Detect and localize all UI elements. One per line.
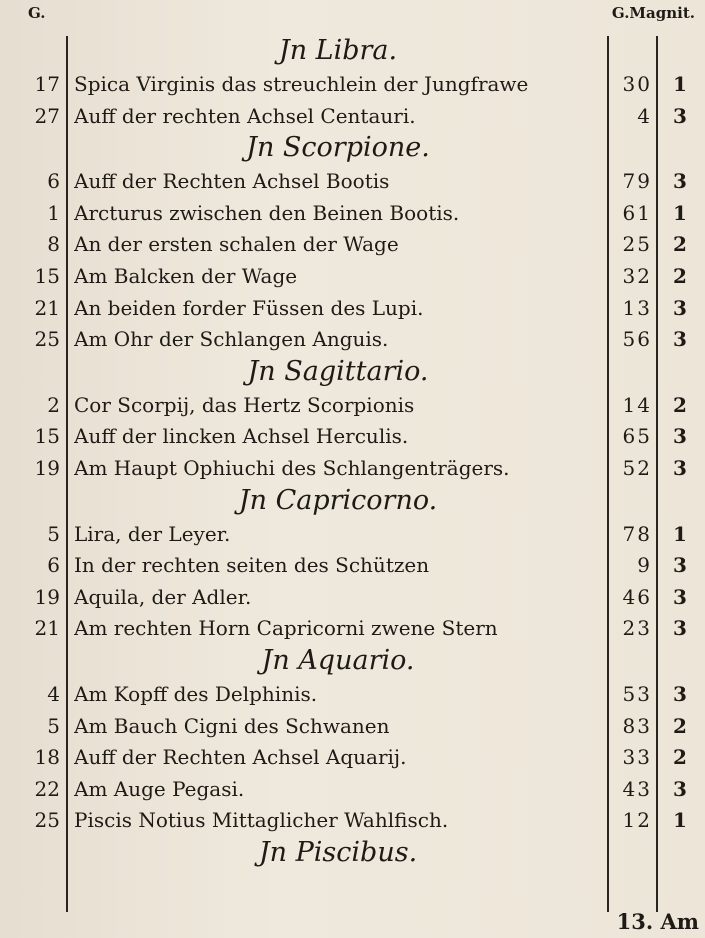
star-degree-number: 5 bbox=[47, 521, 60, 546]
star-distance-value: 23 bbox=[622, 616, 652, 641]
star-description: Aquila, der Adler. bbox=[74, 584, 252, 609]
star-magnitude: 3 bbox=[673, 616, 687, 641]
star-magnitude: 3 bbox=[673, 456, 687, 480]
star-description: An der ersten schalen der Wage bbox=[74, 232, 399, 257]
star-row bbox=[0, 741, 705, 773]
star-row bbox=[0, 710, 705, 742]
star-degree-number: 22 bbox=[34, 776, 60, 801]
header-magnitude-label: G.Magnit. bbox=[611, 4, 695, 22]
star-degree-number: 15 bbox=[34, 264, 60, 288]
star-distance-value: 52 bbox=[622, 456, 652, 480]
star-distance-value: 79 bbox=[622, 169, 652, 194]
star-row bbox=[0, 452, 705, 484]
star-description: Cor Scorpij, das Hertz Scorpionis bbox=[74, 392, 415, 417]
star-distance-value: 12 bbox=[622, 808, 652, 833]
star-degree-number: 21 bbox=[34, 616, 60, 641]
star-degree-number: 1 bbox=[47, 200, 60, 225]
star-distance-value: 4 bbox=[637, 103, 652, 128]
star-magnitude: 1 bbox=[673, 808, 687, 833]
star-description: Am Kopff des Delphinis. bbox=[74, 682, 318, 706]
star-row bbox=[0, 612, 705, 644]
star-degree-number: 6 bbox=[47, 169, 60, 194]
star-distance-value: 9 bbox=[637, 553, 652, 578]
star-description: Lira, der Leyer. bbox=[74, 521, 231, 546]
star-row bbox=[0, 389, 705, 421]
star-description: Spica Virginis das streuchlein der Jungfrawe bbox=[74, 72, 529, 96]
star-degree-number: 19 bbox=[34, 584, 60, 609]
star-distance-value: 56 bbox=[622, 327, 652, 352]
star-magnitude: 3 bbox=[673, 327, 687, 352]
star-row bbox=[0, 260, 705, 292]
star-degree-number: 8 bbox=[47, 232, 60, 257]
star-row bbox=[0, 804, 705, 836]
star-distance-value: 53 bbox=[622, 682, 652, 706]
star-distance-value: 83 bbox=[622, 713, 652, 738]
star-description: Am Balcken der Wage bbox=[74, 264, 298, 288]
zodiac-sign-heading: Jn Aquario. bbox=[261, 645, 415, 676]
star-magnitude: 2 bbox=[673, 392, 687, 417]
star-degree-number: 25 bbox=[34, 808, 60, 833]
star-magnitude: 3 bbox=[673, 169, 687, 194]
star-row bbox=[0, 420, 705, 452]
star-description: Auff der rechten Achsel Centauri. bbox=[74, 103, 416, 128]
star-description: Am Auge Pegasi. bbox=[74, 776, 245, 801]
star-description: Am rechten Horn Capricorni zwene Stern bbox=[74, 616, 498, 641]
star-distance-value: 33 bbox=[622, 745, 652, 770]
star-degree-number: 18 bbox=[34, 745, 60, 770]
catchword: 13. Am bbox=[616, 909, 699, 934]
star-degree-number: 4 bbox=[47, 682, 60, 706]
star-degree-number: 5 bbox=[47, 713, 60, 738]
star-row bbox=[0, 518, 705, 550]
star-row bbox=[0, 581, 705, 613]
star-degree-number: 27 bbox=[34, 103, 60, 128]
header-degree-label: G. bbox=[28, 4, 46, 22]
star-distance-value: 61 bbox=[622, 200, 652, 225]
star-description: Arcturus zwischen den Beinen Bootis. bbox=[74, 200, 460, 225]
zodiac-sign-heading: Jn Scorpione. bbox=[246, 132, 430, 164]
star-magnitude: 3 bbox=[673, 553, 687, 578]
star-row bbox=[0, 323, 705, 355]
star-row bbox=[0, 292, 705, 324]
star-description: Piscis Notius Mittaglicher Wahlfisch. bbox=[74, 808, 449, 833]
star-magnitude: 2 bbox=[673, 232, 687, 257]
star-degree-number: 17 bbox=[34, 72, 60, 96]
star-row bbox=[0, 197, 705, 229]
star-degree-number: 6 bbox=[47, 553, 60, 578]
star-distance-value: 46 bbox=[622, 584, 652, 609]
star-degree-number: 2 bbox=[47, 392, 60, 417]
star-distance-value: 30 bbox=[622, 72, 652, 96]
star-row bbox=[0, 228, 705, 260]
star-magnitude: 2 bbox=[673, 745, 687, 770]
star-magnitude: 3 bbox=[673, 682, 687, 706]
star-row bbox=[0, 678, 705, 710]
star-description: Auff der Rechten Achsel Bootis bbox=[74, 169, 390, 194]
star-magnitude: 2 bbox=[673, 713, 687, 738]
star-magnitude: 1 bbox=[673, 72, 687, 96]
star-magnitude: 3 bbox=[673, 584, 687, 609]
zodiac-sign-heading: Jn Capricorno. bbox=[238, 484, 438, 516]
zodiac-sign-heading: Jn Libra. bbox=[278, 35, 398, 66]
star-magnitude: 1 bbox=[673, 521, 687, 546]
star-distance-value: 65 bbox=[622, 424, 652, 449]
star-magnitude: 3 bbox=[673, 103, 687, 128]
star-distance-value: 14 bbox=[622, 392, 652, 417]
star-description: Auff der lincken Achsel Herculis. bbox=[74, 424, 409, 449]
star-magnitude: 3 bbox=[673, 424, 687, 449]
star-magnitude: 1 bbox=[673, 200, 687, 225]
star-description: Am Haupt Ophiuchi des Schlangenträgers. bbox=[74, 456, 510, 480]
zodiac-sign-heading: Jn Piscibus. bbox=[258, 837, 418, 868]
star-row bbox=[0, 773, 705, 805]
star-distance-value: 78 bbox=[622, 521, 652, 546]
star-magnitude: 2 bbox=[673, 264, 687, 288]
star-degree-number: 19 bbox=[34, 456, 60, 480]
star-distance-value: 32 bbox=[622, 264, 652, 288]
zodiac-sign-heading: Jn Sagittario. bbox=[247, 355, 429, 387]
star-magnitude: 3 bbox=[673, 776, 687, 801]
star-description: Am Bauch Cigni des Schwanen bbox=[74, 713, 390, 738]
star-degree-number: 15 bbox=[34, 424, 60, 449]
star-degree-number: 21 bbox=[34, 295, 60, 320]
star-row bbox=[0, 68, 705, 100]
star-row bbox=[0, 100, 705, 132]
star-description: In der rechten seiten des Schützen bbox=[74, 553, 430, 578]
star-row bbox=[0, 165, 705, 197]
star-description: Am Ohr der Schlangen Anguis. bbox=[74, 327, 389, 352]
star-row bbox=[0, 549, 705, 581]
star-distance-value: 43 bbox=[622, 776, 652, 801]
star-distance-value: 13 bbox=[622, 295, 652, 320]
star-description: Auff der Rechten Achsel Aquarij. bbox=[74, 745, 407, 770]
star-degree-number: 25 bbox=[34, 327, 60, 352]
star-description: An beiden forder Füssen des Lupi. bbox=[74, 295, 424, 320]
star-distance-value: 25 bbox=[622, 232, 652, 257]
star-magnitude: 3 bbox=[673, 295, 687, 320]
